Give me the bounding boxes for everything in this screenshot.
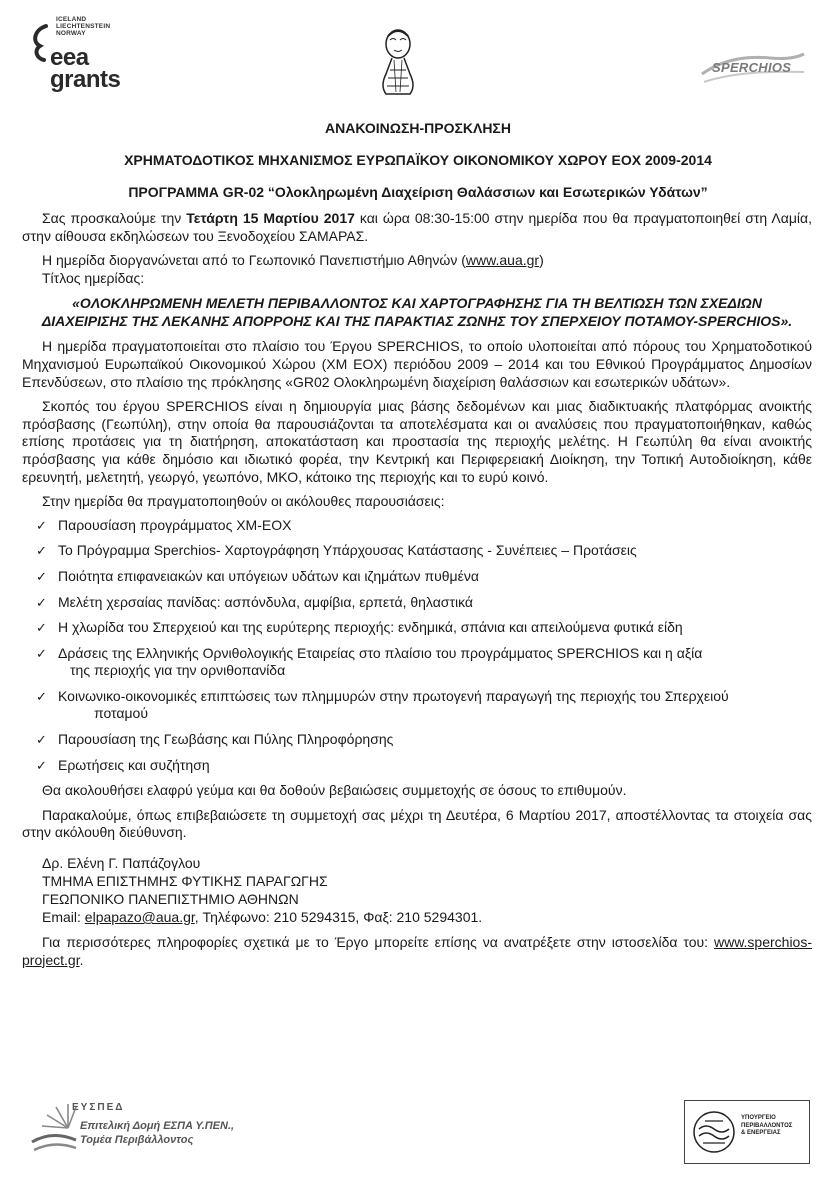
- eyspeD-logo: [28, 1098, 248, 1168]
- espa-acronym: ΕΥΣΠΕΔ: [72, 1102, 125, 1113]
- list-item: ✓ Η χλωρίδα του Σπερχειού και της ευρύτερης περιοχής: ενδημικά, σπάνια και απειλούμενα φυτικά είδη: [36, 619, 683, 636]
- eea-word: eea: [50, 44, 89, 71]
- eea-grants-logo: [30, 14, 140, 94]
- signatory-name: Δρ. Ελένη Γ. Παπάζογλου: [42, 855, 201, 872]
- event-title: «ΟΛΟΚΛΗΡΩΜΕΝΗ ΜΕΛΕΤΗ ΠΕΡΙΒΑΛΛΟΝΤΟΣ ΚΑΙ ΧΑΡΤΟΓΡΑΦΗΣΗΣ ΓΙΑ ΤΗ ΒΕΛΤΙΩΣΗ ΤΩΝ ΣΧΕΔΙΩΝ ΔΙΑΧΕΙΡΙΣΗΣ ΤΗΣ ΛΕΚΑΝΗΣ ΑΠΟΡΡΟΗΣ ΚΑΙ ΤΗΣ ΠΑΡΑΚΤΙΑΣ ΖΩΝΗΣ ΤΟΥ ΣΠΕΡΧΕΙΟΥ ΠΟΤΑΜΟΥ-SPERCHIOS».: [41, 295, 793, 330]
- espa-line2: Τομέα Περιβάλλοντος: [80, 1134, 194, 1146]
- signature-block: [22, 854, 812, 926]
- list-item: ✓ Παρουσίαση της Γεωβάσης και Πύλης Πληροφόρησης: [36, 731, 394, 748]
- list-intro: Στην ημερίδα θα πραγματοποιηθούν οι ακόλουθες παρουσιάσεις:: [42, 493, 445, 510]
- sperchios-logo: [700, 52, 806, 86]
- ministry-emblem-icon: [691, 1109, 737, 1155]
- grants-word: grants: [50, 66, 121, 93]
- title-label: Τίτλος ημερίδας:: [42, 269, 145, 286]
- list-item: ✓ Μελέτη χερσαίας πανίδας: ασπόνδυλα, αμφίβια, ερπετά, θηλαστικά: [36, 593, 474, 610]
- aua-link[interactable]: www.aua.gr: [465, 252, 540, 269]
- check-icon: ✓: [36, 732, 47, 748]
- email-link[interactable]: elpapazo@aua.gr: [84, 909, 195, 926]
- presentations-list: [22, 517, 812, 775]
- eea-swoosh-icon: [30, 22, 52, 62]
- signatory-university: ΓΕΩΠΟΝΙΚΟ ΠΑΝΕΠΙΣΤΗΜΙΟ ΑΘΗΝΩΝ: [42, 891, 299, 908]
- espa-line1: Επιτελική Δομή ΕΣΠΑ Υ.ΠΕΝ.,: [80, 1120, 235, 1132]
- university-emblem-icon: [372, 26, 424, 96]
- organizer-paragraph: Η ημερίδα διοργανώνεται από το Γεωπονικό Πανεπιστήμιο Αθηνών (www.aua.gr): [42, 252, 544, 269]
- goal-paragraph: Σκοπός του έργου SPERCHIOS είναι η δημιουργία μιας βάσης δεδομένων και μιας διαδικτυακής πλατφόρμας ανοικτής πρόσβασης (Γεωπύλη), στην οποία θα παρουσιάζονται τα αποτελέσματα και οι αναλύσεις που πραγματοποιήθηκαν, καθώς επίσης προτάσεις για τη διατήρηση, αποκατάσταση και προστασία της περιοχής μελέτης. Η Γεωπύλη θα είναι ανοικτής πρόσβασης για κάθε δημόσιο και ιδιωτικό φορέα, την Κεντρική και Περιφερειακή Διοίκηση, την Τοπική Αυτοδιοίκηση, κάθε ερευνητή, μελετητή, γεωργό, γεωπόνο, ΜΚΟ, κάτοικο της περιοχής και το ευρύ κοινό.: [22, 398, 812, 485]
- check-icon: ✓: [36, 620, 47, 636]
- check-icon: ✓: [36, 757, 47, 773]
- ministry-logo: [684, 1100, 810, 1164]
- event-date: Τετάρτη 15 Μαρτίου 2017: [186, 210, 355, 226]
- list-item: ✓ Κοινωνικο-οικονομικές επιπτώσεις των πλημμυρών στην πρωτογενή παραγωγή της περιοχής του Σπερχειού ποταμού: [36, 687, 729, 722]
- document-body: [22, 210, 812, 976]
- list-item: ✓ Δράσεις της Ελληνικής Ορνιθολογικής Εταιρείας στο πλαίσιο του προγράμματος SPERCHIOS και η αξία της περιοχής για την ορνιθοπανίδα: [36, 644, 703, 679]
- check-icon: ✓: [36, 568, 47, 584]
- list-item: ✓ Το Πρόγραμμα Sperchios- Χαρτογράφηση Υπάρχουσας Κατάστασης - Συνέπειες – Προτάσεις: [36, 542, 637, 559]
- contact-line: Email: elpapazo@aua.gr, Τηλέφωνο: 210 5294315, Φαξ: 210 5294301.: [42, 909, 483, 926]
- list-item: ✓ Ποιότητα επιφανειακών και υπόγειων υδάτων και ιζημάτων πυθμένα: [36, 567, 479, 584]
- sperchios-project-link[interactable]: www.sperchios-project.gr: [22, 934, 812, 968]
- check-icon: ✓: [36, 645, 47, 661]
- eea-country-norway: NORWAY: [56, 30, 86, 37]
- heading-programme: ΠΡΟΓΡΑΜΜΑ GR-02 “Ολοκληρωμένη Διαχείριση Θαλάσσιων και Εσωτερικών Υδάτων”: [128, 184, 708, 200]
- ministry-line3: & ΕΝΕΡΓΕΙΑΣ: [741, 1130, 781, 1136]
- check-icon: ✓: [36, 517, 47, 533]
- confirm-paragraph: Παρακαλούμε, όπως επιβεβαιώσετε τη συμμετοχή σας μέχρι τη Δευτέρα, 6 Μαρτίου 2017, αποστέλλοντας τα στοιχεία σας στην ακόλουθη διεύθυνση.: [22, 806, 812, 841]
- heading-mechanism: ΧΡΗΜΑΤΟΔΟΤΙΚΟΣ ΜΗΧΑΝΙΣΜΟΣ ΕΥΡΩΠΑΪΚΟΥ ΟΙΚΟΝΟΜΙΚΟΥ ΧΩΡΟΥ ΕΟΧ 2009-2014: [124, 152, 712, 168]
- signatory-department: ΤΜΗΜΑ ΕΠΙΣΤΗΜΗΣ ΦΥΤΙΚΗΣ ΠΑΡΑΓΩΓΗΣ: [42, 873, 328, 890]
- espa-sunburst-icon: [28, 1098, 78, 1158]
- ministry-line1: ΥΠΟΥΡΓΕΙΟ: [741, 1115, 776, 1121]
- heading-announcement: ΑΝΑΚΟΙΝΩΣΗ-ΠΡΟΣΚΛΗΣΗ: [325, 120, 511, 136]
- invitation-paragraph: Σας προσκαλούμε την Τετάρτη 15 Μαρτίου 2017 και ώρα 08:30-15:00 στην ημερίδα που θα πραγματοποιηθεί στη Λαμία, στην αίθουσα εκδηλώσεων του Ξενοδοχείου ΣΑΜΑΡΑΣ.: [22, 210, 812, 244]
- eea-country-iceland: ICELAND: [56, 16, 87, 23]
- sperchios-logo-text: SPERCHIOS: [712, 60, 792, 75]
- eea-country-liechtenstein: LIECHTENSTEIN: [56, 23, 111, 30]
- ministry-line2: ΠΕΡΙΒΑΛΛΟΝΤΟΣ: [741, 1122, 793, 1129]
- list-item: ✓ Παρουσίαση προγράμματος ΧΜ-ΕΟΧ: [36, 516, 292, 533]
- check-icon: ✓: [36, 688, 47, 704]
- framework-paragraph: Η ημερίδα πραγματοποιείται στο πλαίσιο του Έργου SPERCHIOS, το οποίο υλοποιείται από πόρους του Χρηματοδοτικού Μηχανισμού Ευρωπαϊκού Οικονομικού Χώρου (ΧΜ ΕΟΧ) περιόδου 2009 – 2014 και του Εθνικού Προγράμματος Δημοσίων Επενδύσεων, στο πλαίσιο της πρόκλησης «GR02 Ολοκληρωμένη διαχείριση θαλάσσιων και εσωτερικών υδάτων».: [22, 338, 812, 390]
- lunch-paragraph: Θα ακολουθήσει ελαφρύ γεύμα και θα δοθούν βεβαιώσεις συμμετοχής σε όσους το επιθυμούν.: [42, 782, 627, 799]
- check-icon: ✓: [36, 594, 47, 610]
- list-item: ✓ Ερωτήσεις και συζήτηση: [36, 756, 210, 773]
- more-info-paragraph: Για περισσότερες πληροφορίες σχετικά με το Έργο μπορείτε επίσης να ανατρέξετε στην ιστοσελίδα του: www.sperchios-project.gr.: [22, 934, 812, 968]
- check-icon: ✓: [36, 543, 47, 559]
